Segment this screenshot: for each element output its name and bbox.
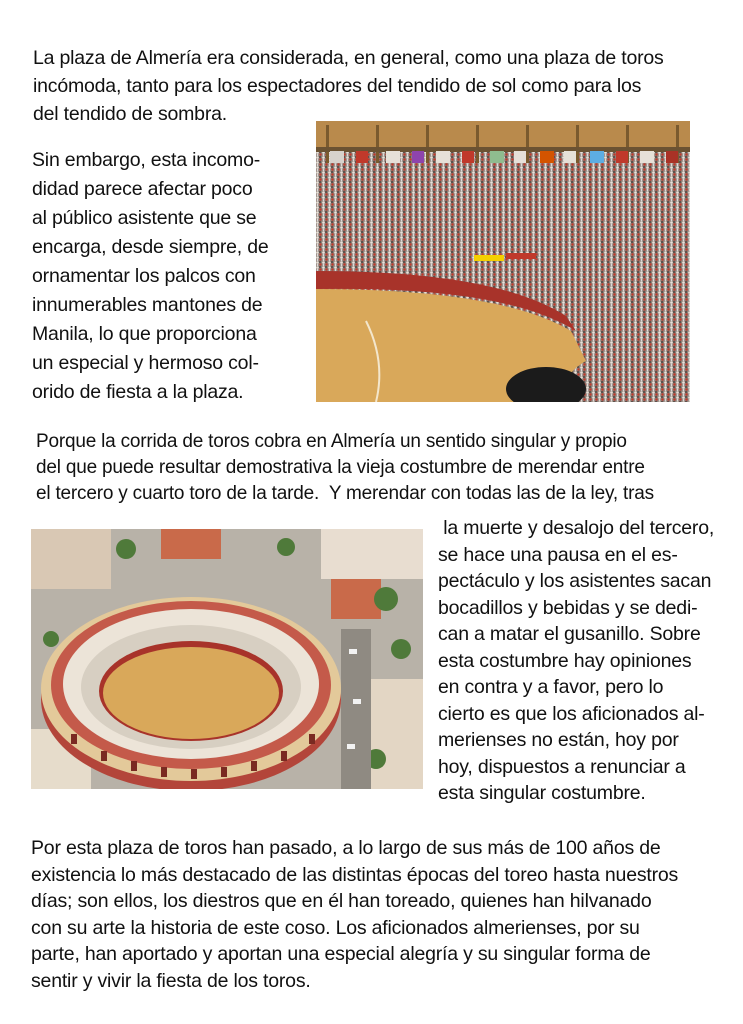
photo-aerial-bullring (31, 529, 423, 789)
paragraph-historia: Por esta plaza de toros han pasado, a lo largo de sus más de 100 años de existencia lo más destacado de las distintas épocas del toreo hasta nuestros días; son ellos, los diestros que en él han toreado, quienes han hilvanado con su arte la historia de este coso. Los aficionados almerienses, por su parte, han aportado y aportan una especial alegría y su singular forma de sentir y vivir la fiesta de los toros. (31, 837, 679, 992)
photo-crowd-stands (316, 121, 690, 402)
paragraph-merienda-cont: la muerte y desalojo del tercero, se hace una pausa en el es- pectáculo y los asistentes sacan bocadillos y bebidas y se dedi- can a matar el gusanillo. Sobre esta costumbre hay opiniones en contra y a favor, pero lo cierto es que los aficionados al- merienses no están, hoy por hoy, dispuestos a renunciar a esta singular costumbre. (438, 517, 715, 804)
paragraph-merienda-intro: Porque la corrida de toros cobra en Almería un sentido singular y propio del que puede resultar demostrativa la vieja costumbre de merendar entre el tercero y cuarto toro de la tarde. Y merendar con todas las de la ley, tras (36, 431, 654, 504)
paragraph-intro: La plaza de Almería era considerada, en general, como una plaza de toros incómoda, tanto para los espectadores del tendido de sol como para los del tendido de sombra. (33, 47, 664, 125)
paragraph-mantones: Sin embargo, esta incomo- didad parece afectar poco al público asistente que se encarga, desde siempre, de ornamentar los palcos con innumerables mantones de Manila, lo que proporciona un especial y hermoso col- orido de fiesta a la plaza. (32, 149, 269, 403)
